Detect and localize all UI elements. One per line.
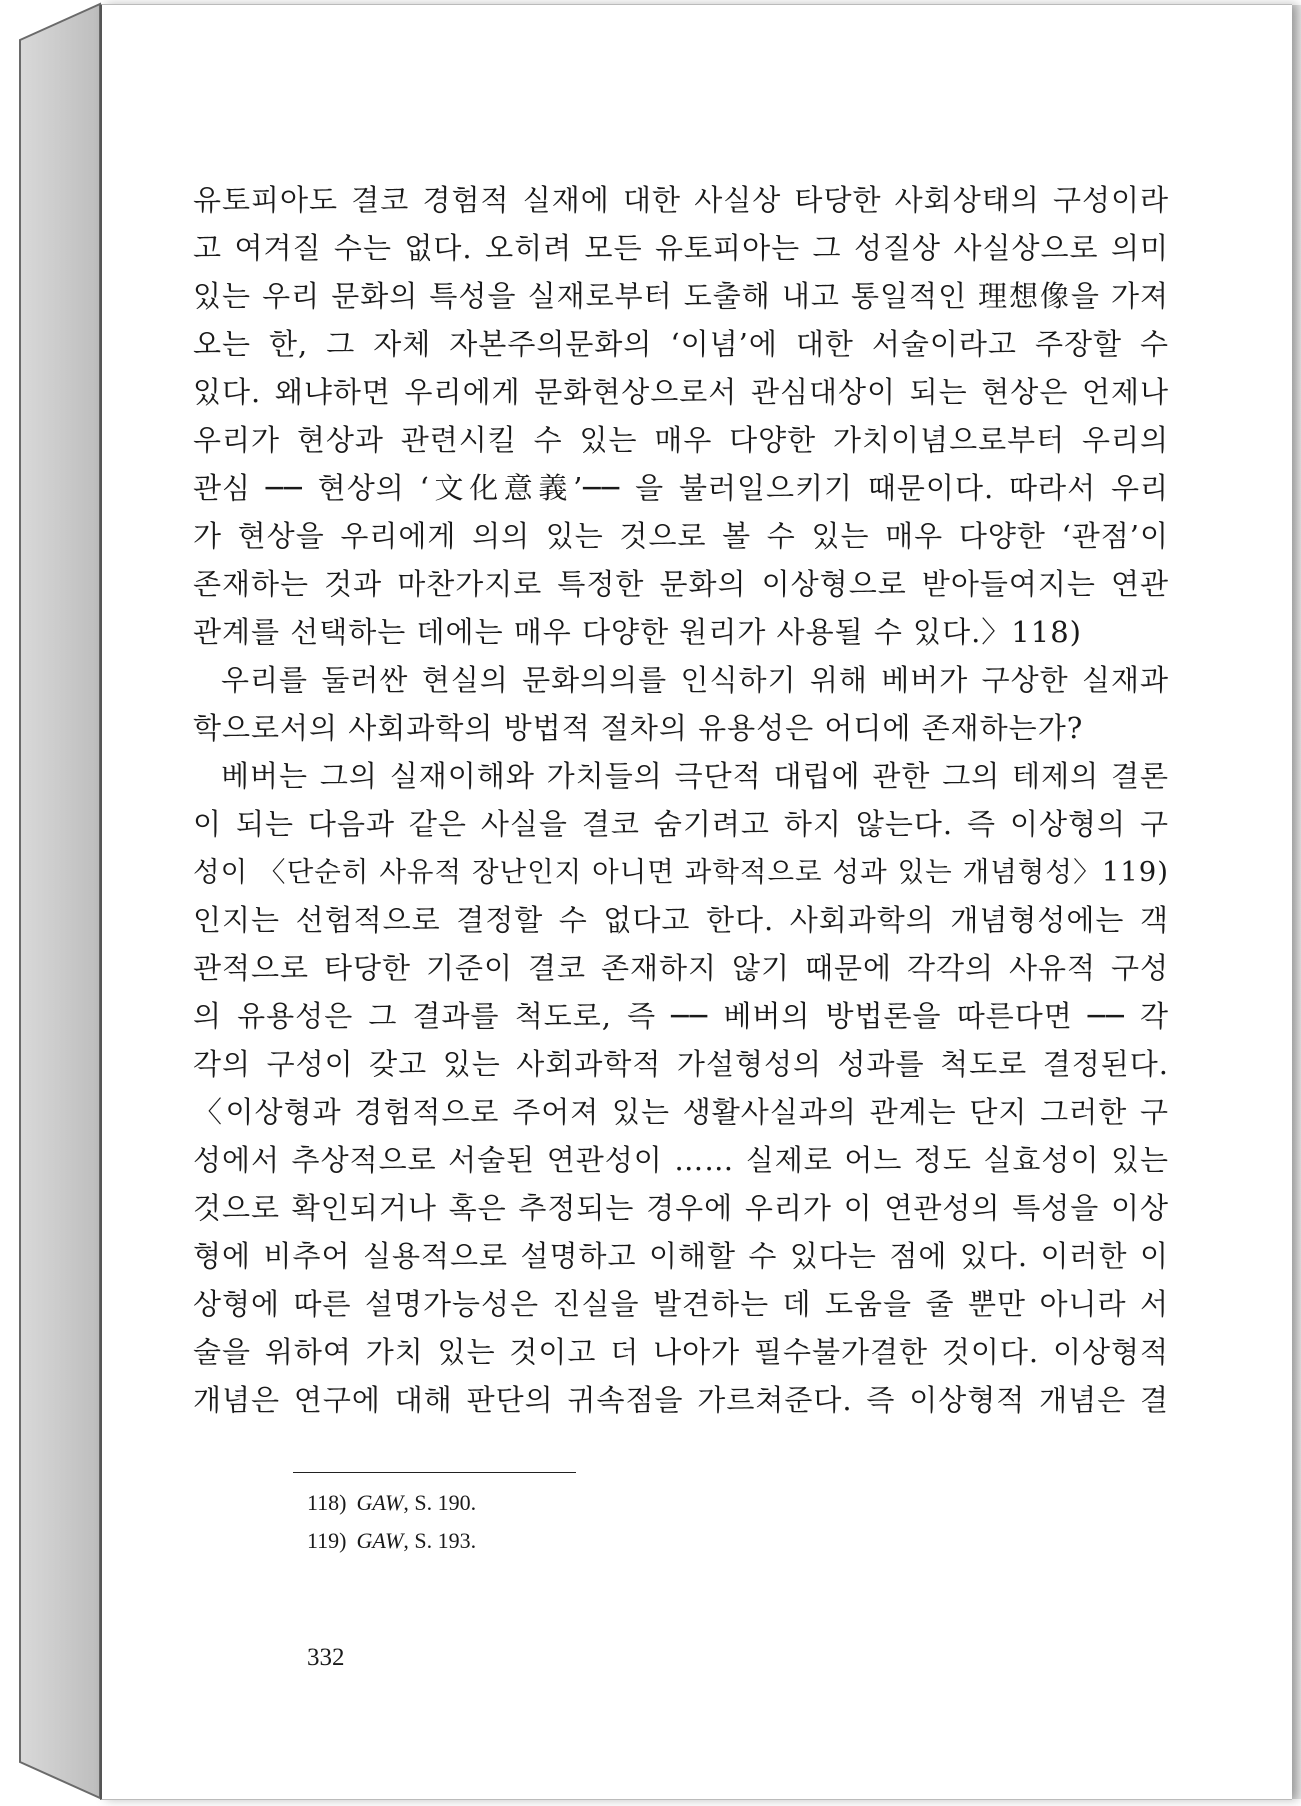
- footnote-source: GAW: [356, 1490, 404, 1515]
- text-line: 성이 〈단순히 사유적 장난인지 아니면 과학적으로 성과 있는 개념형성〉119): [193, 856, 1169, 888]
- text-line: 〈이상형과 경험적으로 주어져 있는 생활사실과의 관계는 단지 그러한 구: [193, 1095, 1169, 1129]
- body-text: [193, 176, 1169, 1424]
- text-line: 인지는 선험적으로 결정할 수 없다고 한다. 사회과학의 개념형성에는 객: [193, 903, 1169, 937]
- footnote-ref: , S. 193.: [403, 1528, 477, 1553]
- footnote: [307, 1522, 476, 1560]
- text-line: 개념은 연구에 대해 판단의 귀속점을 가르쳐준다. 즉 이상형적 개념은 결: [193, 1383, 1169, 1417]
- text-line: 형에 비추어 실용적으로 설명하고 이해할 수 있다는 점에 있다. 이러한 이: [193, 1239, 1169, 1273]
- text-line: 가 현상을 우리에게 의의 있는 것으로 볼 수 있는 매우 다양한 ‘관점’이: [193, 519, 1169, 553]
- text-line: 우리가 현상과 관련시킬 수 있는 매우 다양한 가치이념으로부터 우리의: [193, 423, 1169, 457]
- text-line: 이 되는 다음과 같은 사실을 결코 숨기려고 하지 않는다. 즉 이상형의 구: [193, 807, 1169, 841]
- footnote-number: 118): [307, 1490, 347, 1515]
- text-line: 있는 우리 문화의 특성을 실재로부터 도출해 내고 통일적인 理想像을 가져: [193, 279, 1169, 313]
- text-line: 관적으로 타당한 기준이 결코 존재하지 않기 때문에 각각의 사유적 구성: [193, 951, 1169, 985]
- text-line: 오는 한, 그 자체 자본주의문화의 ‘이념’에 대한 서술이라고 주장할 수: [193, 327, 1169, 361]
- text-line: 우리를 둘러싼 현실의 문화의의를 인식하기 위해 베버가 구상한 실재과: [221, 663, 1169, 697]
- text-line: 관계를 선택하는 데에는 매우 다양한 원리가 사용될 수 있다.〉118): [193, 615, 1082, 649]
- footnote-number: 119): [307, 1528, 347, 1553]
- text-line: 관심 ── 현상의 ‘文化意義’── 을 불러일으키기 때문이다. 따라서 우리: [193, 471, 1169, 505]
- text-line: 베버는 그의 실재이해와 가치들의 극단적 대립에 관한 그의 테제의 결론: [221, 759, 1169, 793]
- text-line: 각의 구성이 갖고 있는 사회과학적 가설형성의 성과를 척도로 결정된다.: [193, 1047, 1169, 1081]
- text-line: 성에서 추상적으로 서술된 연관성이 …… 실제로 어느 정도 실효성이 있는: [193, 1143, 1169, 1177]
- text-line: 존재하는 것과 마찬가지로 특정한 문화의 이상형으로 받아들여지는 연관: [193, 567, 1169, 601]
- text-line: 술을 위하여 가치 있는 것이고 더 나아가 필수불가결한 것이다. 이상형적: [193, 1335, 1169, 1369]
- text-line: 의 유용성은 그 결과를 척도로, 즉 ── 베버의 방법론을 따른다면 ── 각: [193, 999, 1169, 1033]
- footnote-ref: , S. 190.: [403, 1490, 477, 1515]
- text-line: 유토피아도 결코 경험적 실재에 대한 사실상 타당한 사회상태의 구성이라: [193, 183, 1169, 217]
- footnote-divider: [293, 1472, 576, 1473]
- page-number: 332: [307, 1644, 345, 1671]
- text-line: 상형에 따른 설명가능성은 진실을 발견하는 데 도움을 줄 뿐만 아니라 서: [193, 1287, 1169, 1321]
- text-line: 고 여겨질 수는 없다. 오히려 모든 유토피아는 그 성질상 사실상으로 의미: [193, 231, 1169, 265]
- text-line: 것으로 확인되거나 혹은 추정되는 경우에 우리가 이 연관성의 특성을 이상: [193, 1191, 1169, 1225]
- footnote-source: GAW: [356, 1528, 404, 1553]
- text-line: 있다. 왜냐하면 우리에게 문화현상으로서 관심대상이 되는 현상은 언제나: [193, 375, 1169, 409]
- footnotes: [307, 1484, 476, 1560]
- text-line: 학으로서의 사회과학의 방법적 절차의 유용성은 어디에 존재하는가?: [193, 711, 1084, 745]
- footnote: [307, 1484, 476, 1522]
